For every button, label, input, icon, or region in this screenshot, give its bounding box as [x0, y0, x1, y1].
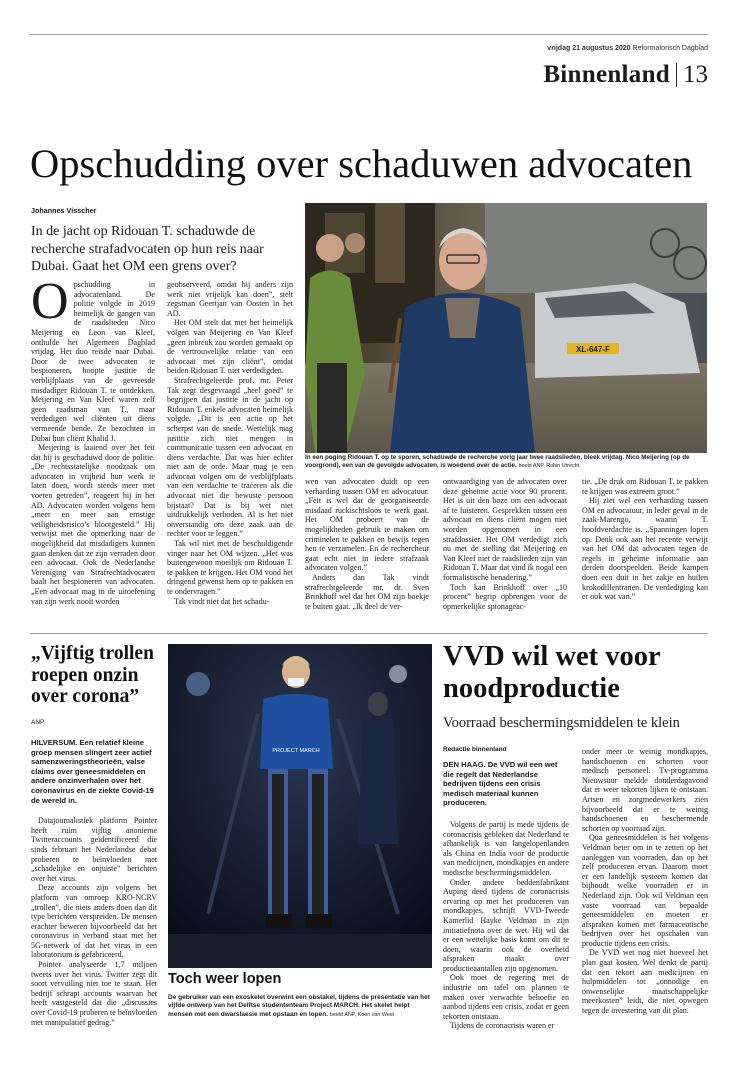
right-col-1 — [443, 760, 569, 1060]
section-title: Binnenland — [543, 61, 670, 88]
main-photo-caption-text: In een poging Ridouan T. op te sporen, schaduwde de recherche vorig jaar twee raadslieden, bleek vrijdag. Nico Meijering (op de voorgrond), een van de gevolgde advocaten, is woedend over de actie. — [305, 454, 690, 470]
right-col1-p4: Tijdens de coronacrisis waren er — [450, 1021, 555, 1031]
left-article-body — [31, 738, 157, 1058]
lead-paragraph: In de jacht op Ridouan T. schaduwde de recherche strafadvocaten op hun reis naar Dubai. Gaat het OM een grens over? — [31, 224, 264, 274]
main-photo-credit: beeld ANP, Robin Utrecht — [518, 463, 580, 470]
left-intro — [31, 738, 157, 805]
right-article-byline: Redactie binnenland — [443, 746, 507, 753]
right-col1-p3: Ook moet de regering met de industrie om tafel om plannen te maken over verwachte behoefte en aanbod tijdens een crisis, zodat er geen tekorten ontstaan. — [443, 973, 569, 1021]
photo-exoskelet-illustration — [168, 644, 432, 968]
main-col3-p2: Anders dan Tak vindt strafrechtgeleerde mr. dr. Sven Brinkhoff wel dat het OM zijn boekje te buiten gaat. „Ik deel de ver- — [305, 572, 429, 611]
left-article-source: ANP — [31, 719, 45, 726]
main-col1-p1: pschudding in advocatenland. De politie volgde in 2019 heimelijk de gangen van de raadslieden Nico Meijering en Leon van Kleef, onthulde het Algemeen Dagblad vrijdag. Het duo reisde naar Dubai. Door de twee advocaten te bespioneren, hoopte justitie de verblijfplaats van de gevreesde misdadiger Ridouan T. te ontdekken. Meijering en Van Kleef waren zelf geen raadsman van T., maar verdedigen wel cliënten uit diens vermeende bende. Ze bezochten in Dubai hun cliënt Khalid J. — [31, 280, 155, 443]
main-col2-p2: Het OM stelt dat met het heimelijk volgen van Meijering en Van Kleef „geen inbreuk zou worden gemaakt op de vertrouwelijke relatie van een advocaat met zijn cliënt”, omdat beiden Ridouan T. niet verdedigden. — [167, 318, 293, 376]
main-col2-p4: Tak wil niet met de beschuldigende vinger naar het OM wijzen. „Het was buitengewoon moeilijk om Ridouan T. te pakken te krijgen. Het OM vond het dringend gewenst hem op te pakken en te ondervragen.” — [167, 539, 293, 596]
main-col2-p1: geobserveerd, omdat hij anders zijn werk niet vrijelijk kan doen”, stelt zegsman Geertjan van Oosten in het AD. — [167, 280, 293, 318]
main-photo-caption — [305, 454, 707, 470]
right-col2-p3: De VVD wet nog niet hoeveel het plan gaat kosten. Wel denkt de partij dat een tekort aan medicijnen en hulpmiddelen tot „onnodige en onwenselijke maatschappelijke meerkosten” leidt, die niet opwegen tegen de investering van dit plan. — [582, 948, 708, 1016]
main-col-3 — [305, 477, 429, 624]
dropcap-letter: O — [31, 280, 69, 330]
license-plate-text: XL-647-F — [576, 345, 610, 354]
main-col-2 — [167, 280, 293, 624]
main-col-4 — [443, 477, 567, 624]
right-intro-text: De VVD wil een wet die regelt dat Nederlandse bedrijven tijdens een crisis medisch materiaal kunnen produceren. — [443, 760, 558, 808]
left-p1: Datajournalistiek platform Pointer heeft ruim vijftig anonieme Twitteraccounts geïdentificeerd die sinds februari het Nederlandse debat proberen te beïnvloeden met „schadelijke en onjuiste” berichten over het virus. — [31, 816, 157, 883]
main-col2-p5: Tak vindt niet dat het schadu- — [174, 596, 270, 606]
top-rule — [30, 34, 708, 35]
exoskeleton-caption-text: De gebruiker van een exoskelet overwint een obstakel, tijdens de presentatie van het vijfde ontwerp van het Delftse studententeam Project MARCH. Het skelet helpt mensen met een dwarslaesie met opstaan en lopen. — [168, 994, 430, 1018]
main-col-1 — [31, 280, 155, 624]
left-intro-text: Een relatief kleine groep mensen slingert zeer actief samenzweringstheorieën, valse claims over geneesmiddelen en andere onzinverhalen over het coronavirus en de ziekte Covid-19 de wereld in. — [31, 738, 154, 805]
main-headline: Opschudding over schaduwen advocaten — [30, 141, 693, 186]
byline: Johannes Visscher — [31, 206, 97, 215]
photo-advocaat-illustration — [305, 203, 707, 453]
main-col5-p1: tie. „De druk om Ridouan T. te pakken te krijgen was extreem groot.” — [582, 477, 708, 496]
shirt-text: PROJECT MARCH — [272, 748, 320, 754]
date: vrijdag 21 augustus 2020 — [547, 45, 631, 52]
exoskeleton-photo — [168, 644, 432, 968]
page-dateline — [547, 45, 708, 52]
exoskeleton-photo-title: Toch weer lopen — [168, 971, 282, 987]
section-rule — [30, 633, 708, 634]
section-header — [543, 59, 708, 91]
right-article-subheading: Voorraad beschermingsmiddelen te klein — [443, 715, 680, 731]
left-intro-place: HILVERSUM. — [31, 738, 78, 747]
main-col2-p3: Strafrechtgeleerde prof. mr. Peter Tak zegt desgevraagd „heel goed” te begrijpen dat justitie in de jacht op Ridouan T. enkele advocaten heimelijk volgde. „Dit is een actie op het scherpst van de snede. Wettelijk mag justitie zich niet mengen in communicatie tussen een advocaat en diens verdachte. Dat was hier echter niet aan de orde. Maar mag je een advocaat volgen om de verblijfplaats van een verdachte te traceren als die advocaat niet die bewuste persoon bijstaat? Dat is bij wet niet uitdrukkelijk verboden. Al is het niet onverstandig om deze zaak aan de rechter voor te leggen.” — [167, 375, 293, 539]
main-col4-p1: ontwaardiging van de advocaten over deze geheime actie voor 90 procent. Het is uit den boze om een advocaat af te luisteren. Gesprekken tussen een advocaat en diens cliënt mogen niet worden opgenomen in een strafdossier. Het OM verdedigt zich nu met de stelling dat Meijering en Van Kleef niet de raadslieden zijn van Ridouan T. Maar dat vind ik nogal een formalistische benadering.” — [443, 477, 567, 582]
main-photo — [305, 203, 707, 453]
main-col3-p1: wen van advocaten duidt op een verharding tussen OM en advocatuur. „Feit is wel dat de georganiseerde misdaad ruckischtsloos te werk gaat. Het OM probeert van de mogelijkheden gebruik te maken om criminelen te pakken en bewijs tegen hen te verzamelen. En de rechercheur gaat echt niet in iedere strafzaak advocaten volgen.” — [305, 477, 429, 573]
right-intro-place: DEN HAAG. — [443, 760, 486, 769]
exoskeleton-photo-caption — [168, 994, 432, 1019]
left-p3: Pointer analyseerde 1,7 miljoen tweets over het virus. Twitter zegt dit soort vervuiling niet toe te staan. Het bedrijf schrapt accounts waarvan het heeft vastgesteld dat die „discussies over Covid-19 proberen te beïnvloeden met manipulatief gedrag.” — [31, 960, 157, 1027]
section-divider — [676, 63, 677, 87]
right-col1-p1: Volgens de partij is mede tijdens de coronacrisis gebleken dat Nederland te afhankelijk is van langelopenlanden als China en India voor de productie van medicijnen, mondkapjes en andere medische beschermingsmiddelen. — [443, 819, 569, 877]
page-number: 13 — [683, 61, 708, 88]
publication-name: Reformatorisch Dagblad — [632, 45, 708, 52]
right-col2-p1: onder meer te weinig mondkapjes, handschoenen en schorten voor medisch personeel. Tv-programma Nieuwsuur meldde donderdagavond dat er weer tekorten lijken te ontstaan. Artsen en zorgmedewerkers zien bijvoorbeeld dat er te weinig handschoenen en beschermende schorten op voorraad zijn. — [582, 747, 708, 833]
right-article-headline: VVD wil wet voor noodproductie — [443, 641, 661, 704]
main-col-5 — [582, 477, 708, 624]
main-col1-p2: Meijering is laaiend over het feit dat hij is geschaduwd door de politie. „De rechtsstatelijke noodzaak om advocaten in vrijheid hun werk te laten doen, wordt steeds meer met voeten getreden”, reageert hij in het AD. Advocaten worden volgens hem „meer en meer aan ernstige veiligheidsrisico’s blootgesteld.” Hij verwijst met die opmerking naar de mogelijkheid dat misdadigers kunnen gaan denken dat ze zijn verraden door een advocaat. Ook de Nederlandse Vereniging van Strafrechtadvocaten baalt het bespioneren van advocaten. „Een advocaat mag in de uitoefening van zijn werk nooit worden — [31, 443, 155, 606]
exoskeleton-credit: beeld ANP, Koen van Weel — [329, 1011, 395, 1018]
right-intro — [443, 760, 569, 808]
main-col5-p2: Hij ziet wel een verharding tussen OM en advocatuur, in leder geval in de zaak-Marengo, waarin T. hoofdverdachte is. „Spanningen lopen op. Denk ook aan het recente verwijt van het OM dat advocaten tegen de regels in geheime informatie aan derden doorspeelden. Beide kampen doen een duit in het zakje en huilen krokodillentranen. De verdediging kan er ook wat van.” — [582, 496, 708, 602]
right-col-2 — [582, 747, 708, 1059]
left-p2: Deze accounts zijn volgens het platform van omroep KRO-NCRV „trollen”, die niets anders doen dan dit type berichten verspreiden. De mensen erachter beweren bijvoorbeeld dat het coronavirus in verband staat met het 5G-netwerk of dat het virus in een laboratorium is gefabriceerd. — [31, 883, 157, 960]
left-article-headline: „Vijftig trollen roepen onzin over corona” — [31, 643, 154, 707]
main-col4-p2: Toch kan Brinkhoff over „10 procent” begrip opbrengen voor de opmerkelijke spionageac- — [443, 582, 567, 611]
right-col1-p2: Onder andere beddenfabrikant Auping deed tijdens de coronacrisis ervaring op met het produceren van mondkapjes, schrijft VVD-Tweede Kamerlid Hayke Veldman in zijn initiatiefnota over de wet. Hij wil dat er een wettelijke basis komt om dit te doen, waarin ook de overheid afspraken maakt over productieaantallen zijn opgenomen. — [443, 877, 569, 973]
right-col2-p2: Qua geneesmiddelen is het volgens Veldman beter om in te zetten op het aanleggen van voorraden, dan op het zelf produceren ervan. Daarom moet er een landelijk systeem komen dat bijhoudt welke voorraden er in Nederland zijn. Ook wil Veldman een vaste voorraad van bepaalde geneesmiddelen en moeten er afspraken komen met farmaceutische bedrijven over het opschalen van productie tijdens een crisis. — [582, 833, 708, 948]
